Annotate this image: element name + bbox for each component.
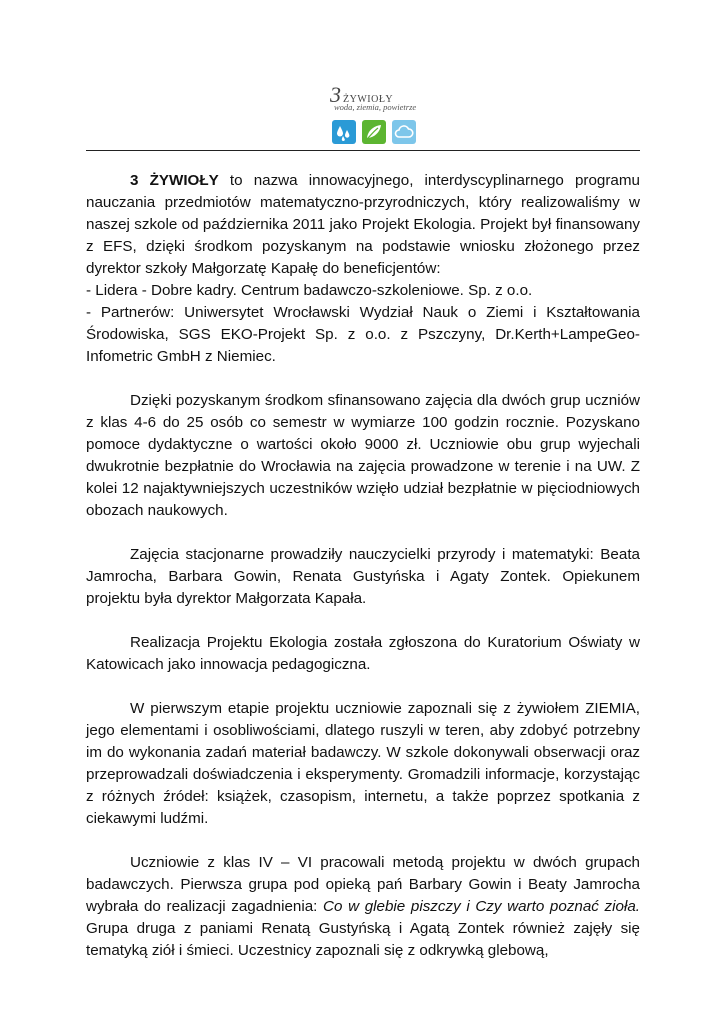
paragraph-funding: Dzięki pozyskanym środkom sfinansowano zajęcia dla dwóch grup uczniów z klas 4-6 do 25 osób co semestr w wymiarze 100 godzin rocznie. Pozyskano pomoce dydaktyczne o wartości około 9000 zł. Uczniowie obu grup wyjechali dwukrotnie bezpłatnie do Wrocławia na zajęcia prowadzone w terenie i na UW. Z kolei 12 najaktywniejszych uczestników wzięło udział bezpłatnie w pięciodniowych obozach naukowych. bbox=[86, 392, 640, 519]
list-item-partners: - Partnerów: Uniwersytet Wrocławski Wydział Nauk o Ziemi i Kształtowania Środowiska, SGS EKO-Projekt Sp. z o.o. z Pszczyny, Dr.Kerth+LampeGeo-Infometric GmbH z Niemiec. bbox=[86, 304, 640, 365]
paragraph-groups-topics: Co w glebie piszczy i Czy warto poznać zioła. bbox=[323, 898, 640, 915]
program-name: 3 ŻYWIOŁY bbox=[130, 172, 219, 189]
logo-tagline: woda, ziemia, powietrze bbox=[334, 102, 417, 112]
paragraph-groups-text-b: Grupa druga z paniami Renatą Gustyńską i Agatą Zontek również zajęły się tematyką ziół i śmieci. Uczestnicy zapoznali się z odkrywką glebową, bbox=[86, 920, 640, 959]
document-body bbox=[86, 170, 640, 962]
water-drops-icon bbox=[332, 120, 356, 144]
project-logo bbox=[330, 82, 440, 152]
paragraph-intro bbox=[86, 170, 640, 280]
paragraph-groups-text-a: Uczniowie z klas IV – VI pracowali metodą projektu w dwóch grupach badawczych. Pierwsza grupa pod opieką pań Barbary Gowin i Beaty Jamrocha wybrała do realizacji zagadnienia: bbox=[86, 854, 640, 915]
logo-word: ŻYWIOŁY bbox=[343, 94, 394, 105]
cloud-icon bbox=[392, 120, 416, 144]
logo-number: 3 bbox=[330, 82, 341, 107]
leaf-icon bbox=[362, 120, 386, 144]
list-item-lider: - Lidera - Dobre kadry. Centrum badawczo-szkoleniowe. Sp. z o.o. bbox=[86, 282, 533, 299]
paragraph-teachers: Zajęcia stacjonarne prowadziły nauczycielki przyrody i matematyki: Beata Jamrocha, Barbara Gowin, Renata Gustyńska i Agaty Zontek. Opiekunem projektu była dyrektor Małgorzata Kapała. bbox=[86, 546, 640, 607]
logo-icons bbox=[332, 120, 416, 144]
paragraph-first-stage: W pierwszym etapie projektu uczniowie zapoznali się z żywiołem ZIEMIA, jego elementami i osobliwościami, dlatego ruszyli w teren, aby zdobyć potrzebny im do wykonania zadań materiał badawczy. W szkole dokonywali obserwacji oraz przeprowadzali doświadczenia i eksperymenty. Gromadzili informacje, korzystając z różnych źródeł: książek, czasopism, internetu, a także poprzez spotkania z ciekawymi ludźmi. bbox=[86, 700, 640, 827]
paragraph-innovation: Realizacja Projektu Ekologia została zgłoszona do Kuratorium Oświaty w Katowicach jako innowacja pedagogiczna. bbox=[86, 634, 640, 673]
paragraph-intro-text: to nazwa innowacyjnego, interdyscyplinarnego programu nauczania przedmiotów matematyczno-przyrodniczych, który realizowaliśmy w naszej szkole od października 2011 jako Projekt Ekologia. Projekt był finansowany z EFS, dzięki środkom pozyskanym na podstawie wniosku złożonego przez dyrektor szkoły Małgorzatę Kapałę do beneficjentów: bbox=[86, 172, 640, 277]
header-divider bbox=[86, 150, 640, 151]
paragraph-groups bbox=[86, 852, 640, 962]
